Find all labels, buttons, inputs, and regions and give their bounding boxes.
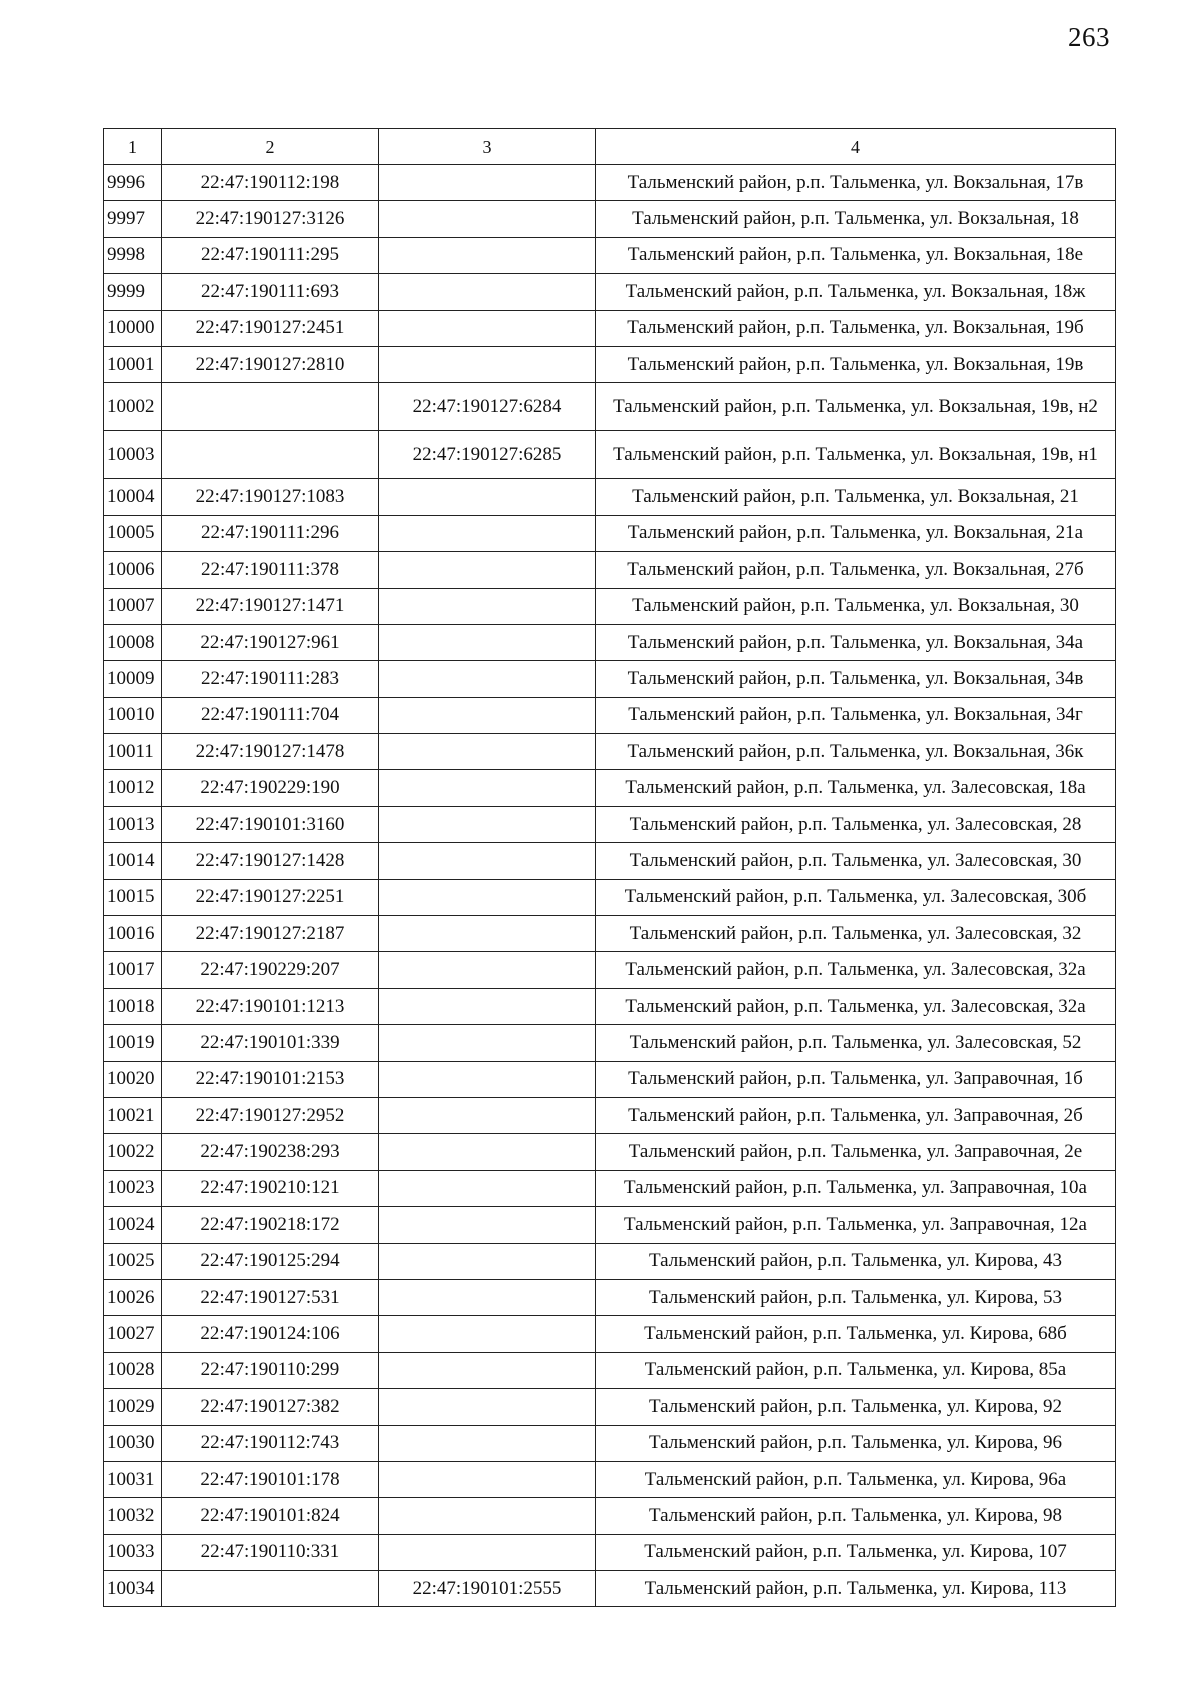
row-number-cell: 10008 <box>104 624 162 660</box>
cadastral-number-cell: 22:47:190111:378 <box>162 552 379 588</box>
address-cell: Тальменский район, р.п. Тальменка, ул. Кирова, 53 <box>596 1279 1116 1315</box>
cadastral-number-cell: 22:47:190125:294 <box>162 1243 379 1279</box>
cadastral-number-cell: 22:47:190127:382 <box>162 1389 379 1425</box>
cadastral-number-cell: 22:47:190101:1213 <box>162 988 379 1024</box>
cadastral-number-alt-cell <box>379 479 596 515</box>
cadastral-number-alt-cell <box>379 1134 596 1170</box>
address-cell: Тальменский район, р.п. Тальменка, ул. Вокзальная, 34в <box>596 661 1116 697</box>
cadastral-number-alt-cell <box>379 624 596 660</box>
row-number-cell: 9999 <box>104 274 162 310</box>
row-number-cell: 10032 <box>104 1498 162 1534</box>
cadastral-number-cell: 22:47:190111:283 <box>162 661 379 697</box>
cadastral-number-cell <box>162 431 379 479</box>
address-cell: Тальменский район, р.п. Тальменка, ул. Вокзальная, 30 <box>596 588 1116 624</box>
cadastral-number-alt-cell <box>379 1025 596 1061</box>
cadastral-number-alt-cell <box>379 1316 596 1352</box>
row-number-cell: 10033 <box>104 1534 162 1570</box>
row-number-cell: 10015 <box>104 879 162 915</box>
row-number-cell: 10009 <box>104 661 162 697</box>
cadastral-number-alt-cell <box>379 274 596 310</box>
cadastral-number-cell: 22:47:190210:121 <box>162 1170 379 1206</box>
table-row <box>104 734 1116 770</box>
row-number-cell: 10001 <box>104 346 162 382</box>
row-number-cell: 10021 <box>104 1097 162 1133</box>
address-cell: Тальменский район, р.п. Тальменка, ул. Вокзальная, 34г <box>596 697 1116 733</box>
address-cell: Тальменский район, р.п. Тальменка, ул. Кирова, 96 <box>596 1425 1116 1461</box>
row-number-cell: 10034 <box>104 1571 162 1607</box>
cadastral-number-alt-cell <box>379 1097 596 1133</box>
table-row <box>104 770 1116 806</box>
table-row <box>104 588 1116 624</box>
cadastral-number-alt-cell <box>379 843 596 879</box>
cadastral-number-alt-cell <box>379 1207 596 1243</box>
row-number-cell: 10011 <box>104 734 162 770</box>
table-row <box>104 1534 1116 1570</box>
address-cell: Тальменский район, р.п. Тальменка, ул. Вокзальная, 18 <box>596 201 1116 237</box>
table-row <box>104 1498 1116 1534</box>
address-cell: Тальменский район, р.п. Тальменка, ул. Залесовская, 32 <box>596 916 1116 952</box>
address-cell: Тальменский район, р.п. Тальменка, ул. Залесовская, 52 <box>596 1025 1116 1061</box>
row-number-cell: 10002 <box>104 383 162 431</box>
registry-table <box>103 128 1116 1607</box>
address-cell: Тальменский район, р.п. Тальменка, ул. Вокзальная, 19в, н1 <box>596 431 1116 479</box>
cadastral-number-alt-cell <box>379 310 596 346</box>
address-cell: Тальменский район, р.п. Тальменка, ул. Залесовская, 32а <box>596 952 1116 988</box>
cadastral-number-alt-cell: 22:47:190127:6285 <box>379 431 596 479</box>
row-number-cell: 10028 <box>104 1352 162 1388</box>
cadastral-number-cell: 22:47:190127:2952 <box>162 1097 379 1133</box>
table-row <box>104 383 1116 431</box>
table-row <box>104 201 1116 237</box>
cadastral-number-alt-cell <box>379 1061 596 1097</box>
row-number-cell: 10012 <box>104 770 162 806</box>
address-cell: Тальменский район, р.п. Тальменка, ул. Кирова, 107 <box>596 1534 1116 1570</box>
address-cell: Тальменский район, р.п. Тальменка, ул. Кирова, 68б <box>596 1316 1116 1352</box>
cadastral-number-alt-cell <box>379 661 596 697</box>
address-cell: Тальменский район, р.п. Тальменка, ул. Кирова, 98 <box>596 1498 1116 1534</box>
cadastral-number-alt-cell <box>379 165 596 201</box>
row-number-cell: 10014 <box>104 843 162 879</box>
table-row <box>104 1207 1116 1243</box>
cadastral-number-cell: 22:47:190127:2451 <box>162 310 379 346</box>
cadastral-number-cell <box>162 383 379 431</box>
cadastral-number-alt-cell <box>379 1389 596 1425</box>
row-number-cell: 10017 <box>104 952 162 988</box>
table-row <box>104 515 1116 551</box>
cadastral-number-alt-cell <box>379 1243 596 1279</box>
address-cell: Тальменский район, р.п. Тальменка, ул. Вокзальная, 17в <box>596 165 1116 201</box>
cadastral-number-alt-cell <box>379 346 596 382</box>
cadastral-number-alt-cell <box>379 1279 596 1315</box>
row-number-cell: 10026 <box>104 1279 162 1315</box>
table-row <box>104 916 1116 952</box>
address-cell: Тальменский район, р.п. Тальменка, ул. Заправочная, 10а <box>596 1170 1116 1206</box>
table-row <box>104 165 1116 201</box>
cadastral-number-alt-cell <box>379 1534 596 1570</box>
cadastral-number-alt-cell <box>379 1170 596 1206</box>
table-row <box>104 1389 1116 1425</box>
row-number-cell: 9996 <box>104 165 162 201</box>
cadastral-number-cell: 22:47:190111:704 <box>162 697 379 733</box>
cadastral-number-alt-cell <box>379 697 596 733</box>
table-row <box>104 1352 1116 1388</box>
cadastral-number-cell: 22:47:190111:295 <box>162 237 379 273</box>
header-cell-3: 3 <box>379 129 596 165</box>
header-cell-2: 2 <box>162 129 379 165</box>
address-cell: Тальменский район, р.п. Тальменка, ул. Кирова, 96а <box>596 1461 1116 1497</box>
cadastral-number-cell: 22:47:190111:296 <box>162 515 379 551</box>
cadastral-number-alt-cell <box>379 952 596 988</box>
cadastral-number-alt-cell <box>379 237 596 273</box>
header-cell-4: 4 <box>596 129 1116 165</box>
table-row <box>104 1571 1116 1607</box>
table-row <box>104 661 1116 697</box>
cadastral-number-cell <box>162 1571 379 1607</box>
cadastral-number-cell: 22:47:190218:172 <box>162 1207 379 1243</box>
cadastral-number-cell: 22:47:190112:198 <box>162 165 379 201</box>
cadastral-number-cell: 22:47:190238:293 <box>162 1134 379 1170</box>
cadastral-number-cell: 22:47:190101:339 <box>162 1025 379 1061</box>
table-row <box>104 237 1116 273</box>
row-number-cell: 9998 <box>104 237 162 273</box>
cadastral-number-cell: 22:47:190127:1478 <box>162 734 379 770</box>
cadastral-number-cell: 22:47:190127:961 <box>162 624 379 660</box>
table-row <box>104 552 1116 588</box>
cadastral-number-alt-cell <box>379 770 596 806</box>
cadastral-number-cell: 22:47:190101:824 <box>162 1498 379 1534</box>
table-row <box>104 1425 1116 1461</box>
cadastral-number-cell: 22:47:190127:3126 <box>162 201 379 237</box>
table-row <box>104 624 1116 660</box>
address-cell: Тальменский район, р.п. Тальменка, ул. Вокзальная, 18е <box>596 237 1116 273</box>
cadastral-number-alt-cell <box>379 806 596 842</box>
table-row <box>104 952 1116 988</box>
cadastral-number-alt-cell <box>379 879 596 915</box>
row-number-cell: 10018 <box>104 988 162 1024</box>
table-row <box>104 806 1116 842</box>
row-number-cell: 10007 <box>104 588 162 624</box>
cadastral-number-alt-cell <box>379 1352 596 1388</box>
cadastral-number-cell: 22:47:190111:693 <box>162 274 379 310</box>
table-row <box>104 479 1116 515</box>
address-cell: Тальменский район, р.п. Тальменка, ул. Вокзальная, 19в <box>596 346 1116 382</box>
cadastral-number-cell: 22:47:190124:106 <box>162 1316 379 1352</box>
address-cell: Тальменский район, р.п. Тальменка, ул. Вокзальная, 34а <box>596 624 1116 660</box>
cadastral-number-cell: 22:47:190112:743 <box>162 1425 379 1461</box>
address-cell: Тальменский район, р.п. Тальменка, ул. Кирова, 113 <box>596 1571 1116 1607</box>
row-number-cell: 10027 <box>104 1316 162 1352</box>
cadastral-number-alt-cell: 22:47:190101:2555 <box>379 1571 596 1607</box>
address-cell: Тальменский район, р.п. Тальменка, ул. Залесовская, 32а <box>596 988 1116 1024</box>
row-number-cell: 10000 <box>104 310 162 346</box>
address-cell: Тальменский район, р.п. Тальменка, ул. Вокзальная, 18ж <box>596 274 1116 310</box>
cadastral-number-alt-cell: 22:47:190127:6284 <box>379 383 596 431</box>
table-row <box>104 1316 1116 1352</box>
table-row <box>104 274 1116 310</box>
cadastral-number-alt-cell <box>379 734 596 770</box>
address-cell: Тальменский район, р.п. Тальменка, ул. Залесовская, 28 <box>596 806 1116 842</box>
cadastral-number-cell: 22:47:190110:331 <box>162 1534 379 1570</box>
row-number-cell: 10022 <box>104 1134 162 1170</box>
cadastral-number-cell: 22:47:190229:207 <box>162 952 379 988</box>
cadastral-number-cell: 22:47:190127:2251 <box>162 879 379 915</box>
cadastral-number-alt-cell <box>379 1461 596 1497</box>
cadastral-number-alt-cell <box>379 588 596 624</box>
table-row <box>104 431 1116 479</box>
address-cell: Тальменский район, р.п. Тальменка, ул. Заправочная, 2е <box>596 1134 1116 1170</box>
address-cell: Тальменский район, р.п. Тальменка, ул. Заправочная, 2б <box>596 1097 1116 1133</box>
cadastral-number-cell: 22:47:190110:299 <box>162 1352 379 1388</box>
row-number-cell: 10019 <box>104 1025 162 1061</box>
row-number-cell: 10025 <box>104 1243 162 1279</box>
row-number-cell: 10005 <box>104 515 162 551</box>
address-cell: Тальменский район, р.п. Тальменка, ул. Залесовская, 30 <box>596 843 1116 879</box>
cadastral-number-cell: 22:47:190127:1083 <box>162 479 379 515</box>
row-number-cell: 9997 <box>104 201 162 237</box>
address-cell: Тальменский район, р.п. Тальменка, ул. Заправочная, 1б <box>596 1061 1116 1097</box>
cadastral-number-cell: 22:47:190229:190 <box>162 770 379 806</box>
address-cell: Тальменский район, р.п. Тальменка, ул. Вокзальная, 27б <box>596 552 1116 588</box>
table-row <box>104 1461 1116 1497</box>
row-number-cell: 10016 <box>104 916 162 952</box>
address-cell: Тальменский район, р.п. Тальменка, ул. Кирова, 43 <box>596 1243 1116 1279</box>
address-cell: Тальменский район, р.п. Тальменка, ул. Залесовская, 18а <box>596 770 1116 806</box>
table-row <box>104 1243 1116 1279</box>
table-row <box>104 697 1116 733</box>
row-number-cell: 10029 <box>104 1389 162 1425</box>
row-number-cell: 10020 <box>104 1061 162 1097</box>
cadastral-number-cell: 22:47:190127:1428 <box>162 843 379 879</box>
cadastral-number-cell: 22:47:190127:2187 <box>162 916 379 952</box>
header-row <box>104 129 1116 165</box>
table-row <box>104 879 1116 915</box>
cadastral-number-cell: 22:47:190127:1471 <box>162 588 379 624</box>
header-cell-1: 1 <box>104 129 162 165</box>
row-number-cell: 10023 <box>104 1170 162 1206</box>
cadastral-number-alt-cell <box>379 916 596 952</box>
cadastral-number-alt-cell <box>379 1498 596 1534</box>
address-cell: Тальменский район, р.п. Тальменка, ул. Вокзальная, 21 <box>596 479 1116 515</box>
address-cell: Тальменский район, р.п. Тальменка, ул. Вокзальная, 21а <box>596 515 1116 551</box>
table-row <box>104 310 1116 346</box>
cadastral-number-cell: 22:47:190127:531 <box>162 1279 379 1315</box>
cadastral-number-alt-cell <box>379 988 596 1024</box>
table-row <box>104 346 1116 382</box>
cadastral-number-alt-cell <box>379 552 596 588</box>
row-number-cell: 10003 <box>104 431 162 479</box>
cadastral-number-cell: 22:47:190127:2810 <box>162 346 379 382</box>
row-number-cell: 10006 <box>104 552 162 588</box>
table-row <box>104 988 1116 1024</box>
cadastral-number-alt-cell <box>379 1425 596 1461</box>
cadastral-number-cell: 22:47:190101:3160 <box>162 806 379 842</box>
cadastral-number-alt-cell <box>379 201 596 237</box>
row-number-cell: 10010 <box>104 697 162 733</box>
address-cell: Тальменский район, р.п. Тальменка, ул. Кирова, 85а <box>596 1352 1116 1388</box>
table-row <box>104 1170 1116 1206</box>
table-row <box>104 1279 1116 1315</box>
row-number-cell: 10024 <box>104 1207 162 1243</box>
table-row <box>104 1134 1116 1170</box>
table-row <box>104 1097 1116 1133</box>
page-number: 263 <box>1068 22 1110 52</box>
row-number-cell: 10031 <box>104 1461 162 1497</box>
address-cell: Тальменский район, р.п. Тальменка, ул. Заправочная, 12а <box>596 1207 1116 1243</box>
row-number-cell: 10004 <box>104 479 162 515</box>
row-number-cell: 10013 <box>104 806 162 842</box>
cadastral-number-alt-cell <box>379 515 596 551</box>
row-number-cell: 10030 <box>104 1425 162 1461</box>
cadastral-number-cell: 22:47:190101:178 <box>162 1461 379 1497</box>
address-cell: Тальменский район, р.п. Тальменка, ул. Вокзальная, 36к <box>596 734 1116 770</box>
address-cell: Тальменский район, р.п. Тальменка, ул. Кирова, 92 <box>596 1389 1116 1425</box>
address-cell: Тальменский район, р.п. Тальменка, ул. Залесовская, 30б <box>596 879 1116 915</box>
address-cell: Тальменский район, р.п. Тальменка, ул. Вокзальная, 19в, н2 <box>596 383 1116 431</box>
table-row <box>104 1025 1116 1061</box>
table-row <box>104 1061 1116 1097</box>
cadastral-number-cell: 22:47:190101:2153 <box>162 1061 379 1097</box>
table-row <box>104 843 1116 879</box>
address-cell: Тальменский район, р.п. Тальменка, ул. Вокзальная, 19б <box>596 310 1116 346</box>
